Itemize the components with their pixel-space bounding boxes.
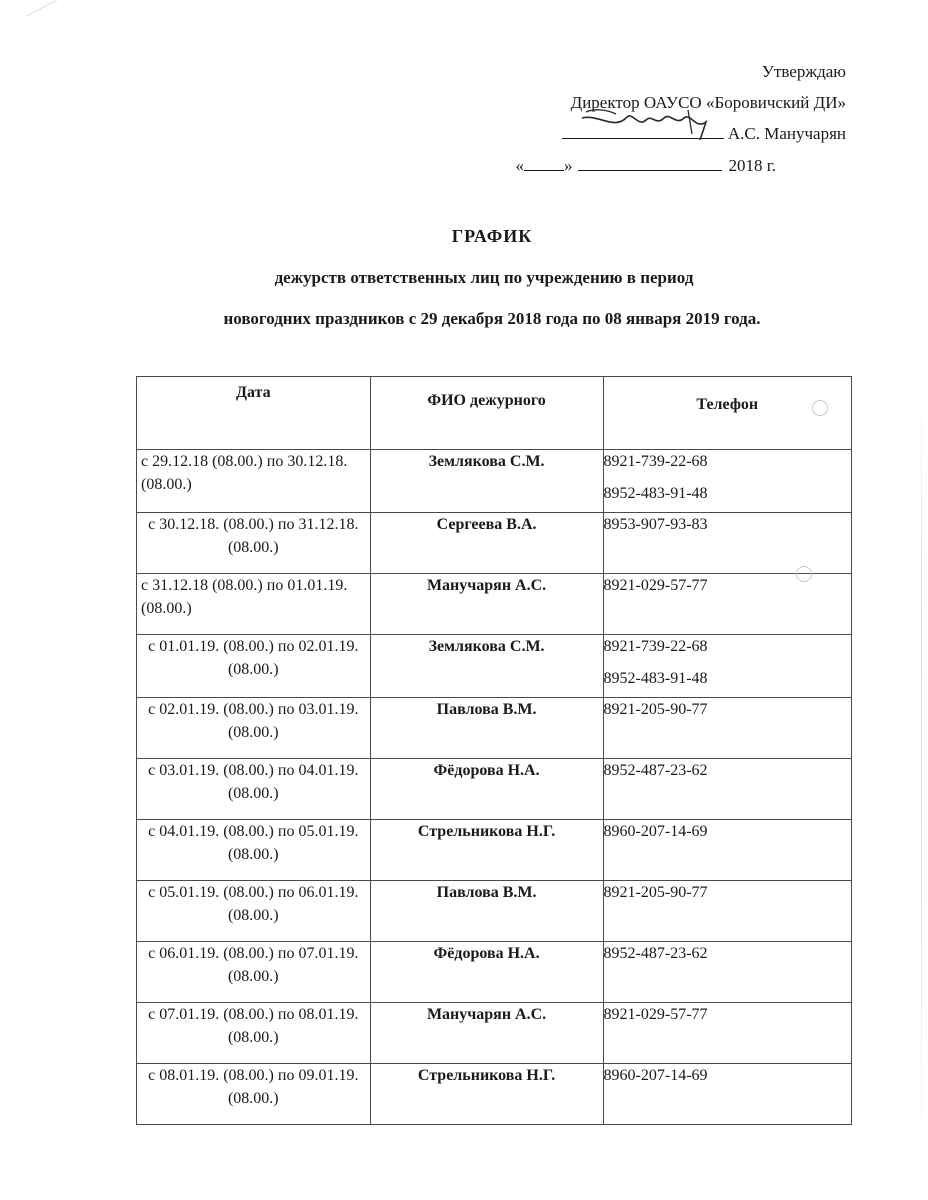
row-phone	[603, 513, 851, 574]
table-row	[137, 698, 852, 759]
title-line-2: новогодних праздников с 29 декабря 2018 года по 08 января 2019 года.	[223, 309, 761, 328]
row-phone	[603, 698, 851, 759]
row-name: Стрельникова Н.Г.	[370, 1064, 603, 1125]
scan-hole-mark	[796, 566, 812, 582]
signature-field	[562, 122, 724, 139]
row-date: с 29.12.18 (08.00.) по 30.12.18. (08.00.)	[137, 450, 371, 513]
row-date: с 01.01.19. (08.00.) по 02.01.19. (08.00.)	[137, 635, 371, 698]
table-row	[137, 513, 852, 574]
row-phone	[603, 574, 851, 635]
row-date: с 31.12.18 (08.00.) по 01.01.19. (08.00.)	[137, 574, 371, 635]
row-date: с 08.01.19. (08.00.) по 09.01.19. (08.00.)	[137, 1064, 371, 1125]
row-name: Землякова С.М.	[370, 450, 603, 513]
header-name: ФИО дежурного	[370, 377, 603, 450]
header-phone: Телефон	[603, 377, 851, 450]
row-phone	[603, 881, 851, 942]
row-date: с 05.01.19. (08.00.) по 06.01.19. (08.00.)	[137, 881, 371, 942]
table-row	[137, 1064, 852, 1125]
phone-primary: 8921-029-57-77	[603, 1006, 708, 1023]
row-phone	[603, 759, 851, 820]
scan-hole-mark	[812, 400, 828, 416]
phone-primary: 8960-207-14-69	[603, 1067, 708, 1084]
duty-schedule-table	[136, 376, 852, 1125]
row-name: Сергеева В.А.	[370, 513, 603, 574]
phone-secondary: 8952-483-91-48	[603, 485, 708, 502]
table-row	[137, 574, 852, 635]
signature-icon	[568, 100, 728, 140]
row-name: Землякова С.М.	[370, 635, 603, 698]
phone-primary: 8921-739-22-68	[603, 453, 708, 470]
table-row	[137, 635, 852, 698]
row-name: Павлова В.М.	[370, 881, 603, 942]
row-phone	[603, 820, 851, 881]
row-phone	[603, 1003, 851, 1064]
month-blank	[578, 154, 722, 171]
director-position: Директор ОАУСО «Боровичский ДИ»	[570, 93, 846, 112]
phone-primary: 8921-205-90-77	[603, 884, 708, 901]
table-row	[137, 759, 852, 820]
row-date: с 02.01.19. (08.00.) по 03.01.19. (08.00.)	[137, 698, 371, 759]
row-name: Фёдорова Н.А.	[370, 942, 603, 1003]
phone-primary: 8953-907-93-83	[603, 516, 708, 533]
row-name: Манучарян А.С.	[370, 1003, 603, 1064]
signature-line	[562, 122, 846, 146]
row-date: с 07.01.19. (08.00.) по 08.01.19. (08.00.)	[137, 1003, 371, 1064]
row-phone	[603, 942, 851, 1003]
row-phone	[603, 1064, 851, 1125]
table-header-row	[137, 377, 852, 450]
director-name: А.С. Манучарян	[727, 124, 846, 143]
table-row	[137, 450, 852, 513]
table-row	[137, 1003, 852, 1064]
phone-primary: 8952-487-23-62	[603, 945, 708, 962]
row-name: Фёдорова Н.А.	[370, 759, 603, 820]
phone-primary: 8960-207-14-69	[603, 823, 708, 840]
row-phone	[603, 635, 851, 698]
phone-primary: 8921-029-57-77	[603, 577, 708, 594]
row-date: с 06.01.19. (08.00.) по 07.01.19. (08.00.)	[137, 942, 371, 1003]
row-date: с 04.01.19. (08.00.) по 05.01.19. (08.00.)	[137, 820, 371, 881]
table-row	[137, 942, 852, 1003]
row-name: Стрельникова Н.Г.	[370, 820, 603, 881]
approval-year: 2018 г.	[728, 156, 776, 175]
row-date: с 03.01.19. (08.00.) по 04.01.19. (08.00.)	[137, 759, 371, 820]
day-blank	[524, 154, 564, 171]
approval-date	[515, 154, 776, 178]
table-row	[137, 820, 852, 881]
table-row	[137, 881, 852, 942]
phone-primary: 8921-205-90-77	[603, 701, 708, 718]
row-name: Манучарян А.С.	[370, 574, 603, 635]
scan-artifact	[26, 0, 86, 43]
date-open-quote: «	[515, 156, 524, 175]
title-line-1: дежурств ответственных лиц по учреждению в период	[274, 268, 694, 287]
date-close-quote: »	[563, 156, 573, 175]
phone-primary: 8921-739-22-68	[603, 638, 708, 655]
phone-secondary: 8952-483-91-48	[603, 670, 708, 687]
header-date: Дата	[137, 377, 371, 450]
row-date: с 30.12.18. (08.00.) по 31.12.18. (08.00.)	[137, 513, 371, 574]
scan-edge	[921, 380, 922, 1180]
phone-primary: 8952-487-23-62	[603, 762, 708, 779]
title-main: ГРАФИК	[451, 226, 533, 246]
approve-label: Утверждаю	[761, 62, 846, 81]
row-name: Павлова В.М.	[370, 698, 603, 759]
row-phone	[603, 450, 851, 513]
